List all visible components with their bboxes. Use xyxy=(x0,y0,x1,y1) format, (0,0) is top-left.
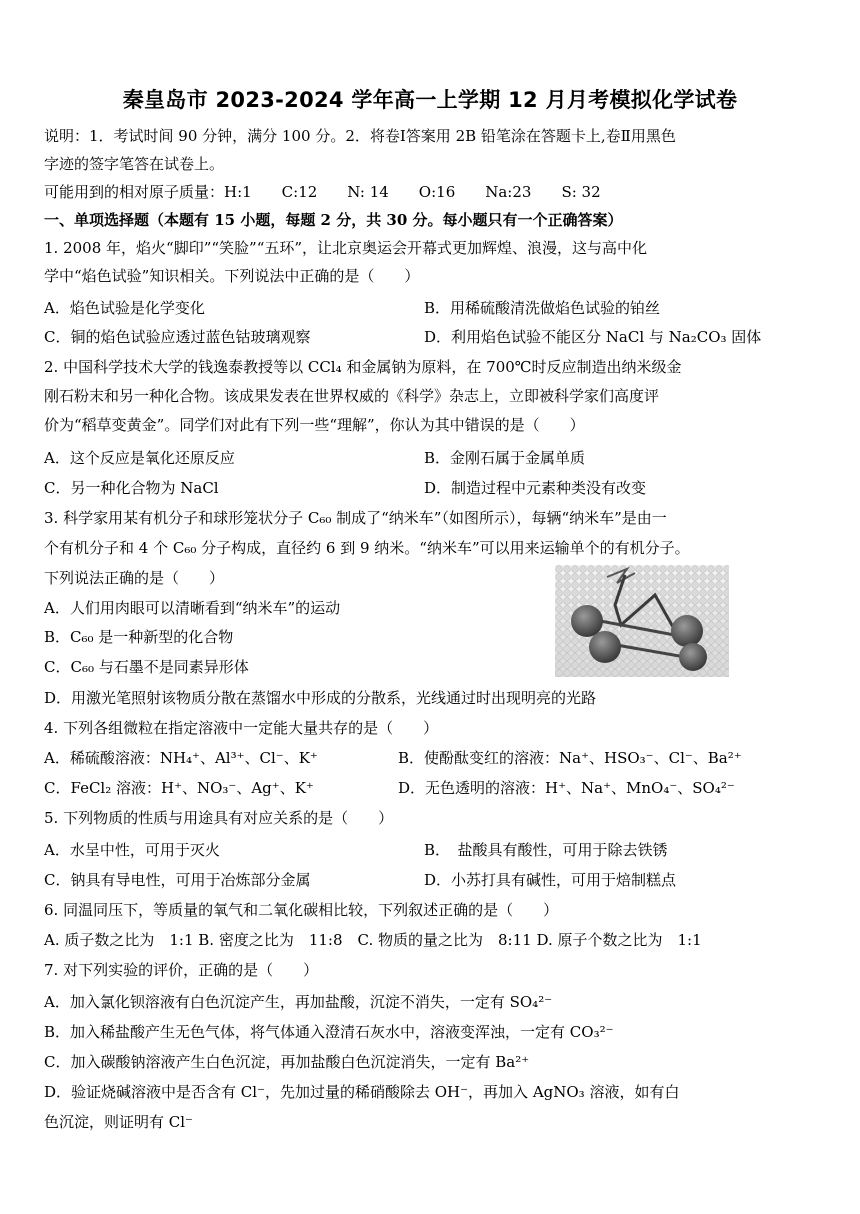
instructions-line-1: 说明：1．考试时间 90 分钟，满分 100 分。2．将卷Ⅰ答案用 2B 铅笔涂在答题卡上,卷Ⅱ用黑色 xyxy=(44,127,676,145)
q1-option-c: C．铜的焰色试验应透过蓝色钴玻璃观察 xyxy=(44,328,311,346)
q5-option-d: D．小苏打具有碱性，可用于焙制糕点 xyxy=(424,871,677,889)
q1-option-a: A．焰色试验是化学变化 xyxy=(44,299,205,317)
q2-option-c: C．另一种化合物为 NaCl xyxy=(44,479,219,497)
nanocar-figure xyxy=(555,565,729,677)
q4-option-d: D．无色透明的溶液：H⁺、Na⁺、MnO₄⁻、SO₄²⁻ xyxy=(398,779,735,797)
q3-option-b: B．C₆₀ 是一种新型的化合物 xyxy=(44,628,234,646)
q7-option-a: A．加入氯化钡溶液有白色沉淀产生，再加盐酸，沉淀不消失，一定有 SO₄²⁻ xyxy=(44,993,553,1011)
q1-option-d: D．利用焰色试验不能区分 NaCl 与 Na₂CO₃ 固体 xyxy=(424,328,762,346)
q2-stem-1: 2. 中国科学技术大学的钱逸泰教授等以 CCl₄ 和金属钠为原料，在 700℃时反应制造出纳米级金 xyxy=(44,358,682,376)
q1-stem-2: 学中“焰色试验”知识相关。下列说法中正确的是（ ） xyxy=(44,267,420,285)
q1-option-b: B．用稀硫酸清洗做焰色试验的铂丝 xyxy=(424,299,661,317)
exam-title: 秦皇岛市 2023-2024 学年高一上学期 12 月月考模拟化学试卷 xyxy=(122,88,738,112)
q5-stem: 5. 下列物质的性质与用途具有对应关系的是（ ） xyxy=(44,809,394,827)
q2-stem-3: 价为“稻草变黄金”。同学们对此有下列一些“理解”，你认为其中错误的是（ ） xyxy=(44,416,585,434)
q3-stem-2: 个有机分子和 4 个 C₆₀ 分子构成，直径约 6 到 9 纳米。“纳米车”可以用来运输单个的有机分子。 xyxy=(44,539,690,557)
q7-option-d-line-2: 色沉淀，则证明有 Cl⁻ xyxy=(44,1113,193,1131)
q3-option-c: C．C₆₀ 与石墨不是同素异形体 xyxy=(44,658,249,676)
q2-option-d: D．制造过程中元素种类没有改变 xyxy=(424,479,647,497)
q7-option-d-line-1: D．验证烧碱溶液中是否含有 Cl⁻，先加过量的稀硝酸除去 OH⁻，再加入 AgNO₃ 溶液，如有白 xyxy=(44,1083,680,1101)
q3-stem-1: 3. 科学家用某有机分子和球形笼状分子 C₆₀ 制成了“纳米车”（如图所示），每辆“纳米车”是由一 xyxy=(44,509,667,527)
q7-option-b: B．加入稀盐酸产生无色气体，将气体通入澄清石灰水中，溶液变浑浊，一定有 CO₃²⁻ xyxy=(44,1023,614,1041)
q2-option-a: A．这个反应是氧化还原反应 xyxy=(44,449,235,467)
q5-option-c: C．钠具有导电性，可用于冶炼部分金属 xyxy=(44,871,311,889)
q3-stem-3: 下列说法正确的是（ ） xyxy=(44,569,225,587)
atomic-masses: 可能用到的相对原子质量：H:1 C:12 N: 14 O:16 Na:23 S: 32 xyxy=(44,183,601,201)
q2-option-b: B．金刚石属于金属单质 xyxy=(424,449,586,467)
q3-option-a: A．人们用肉眼可以清晰看到“纳米车”的运动 xyxy=(44,599,341,617)
q7-option-c: C．加入碳酸钠溶液产生白色沉淀，再加盐酸白色沉淀消失，一定有 Ba²⁺ xyxy=(44,1053,530,1071)
q3-option-d: D．用激光笔照射该物质分散在蒸馏水中形成的分散系，光线通过时出现明亮的光路 xyxy=(44,689,597,707)
q1-stem-1: 1. 2008 年，焰火“脚印”“笑脸”“五环”，让北京奥运会开幕式更加辉煌、浪漫，这与高中化 xyxy=(44,239,648,257)
section-header: 一、单项选择题（本题有 15 小题，每题 2 分，共 30 分。每小题只有一个正确答案） xyxy=(44,211,623,229)
q5-option-b: B． 盐酸具有酸性，可用于除去铁锈 xyxy=(424,841,668,859)
q6-stem: 6. 同温同压下，等质量的氧气和二氧化碳相比较，下列叙述正确的是（ ） xyxy=(44,901,559,919)
q4-stem: 4. 下列各组微粒在指定溶液中一定能大量共存的是（ ） xyxy=(44,719,439,737)
q2-stem-2: 刚石粉末和另一种化合物。该成果发表在世界权威的《科学》杂志上，立即被科学家们高度评 xyxy=(44,387,660,405)
q4-option-c: C．FeCl₂ 溶液：H⁺、NO₃⁻、Ag⁺、K⁺ xyxy=(44,779,314,797)
q6-options: A. 质子数之比为 1:1 B. 密度之比为 11:8 C. 物质的量之比为 8:11 D. 原子个数之比为 1:1 xyxy=(44,931,702,949)
instructions-line-2: 字迹的签字笔答在试卷上。 xyxy=(44,155,225,173)
q4-option-b: B．使酚酞变红的溶液：Na⁺、HSO₃⁻、Cl⁻、Ba²⁺ xyxy=(398,749,742,767)
q4-option-a: A．稀硫酸溶液：NH₄⁺、Al³⁺、Cl⁻、K⁺ xyxy=(44,749,318,767)
nanocar-illustration xyxy=(555,565,729,677)
q5-option-a: A．水呈中性，可用于灭火 xyxy=(44,841,220,859)
q7-stem: 7. 对下列实验的评价，正确的是（ ） xyxy=(44,961,319,979)
